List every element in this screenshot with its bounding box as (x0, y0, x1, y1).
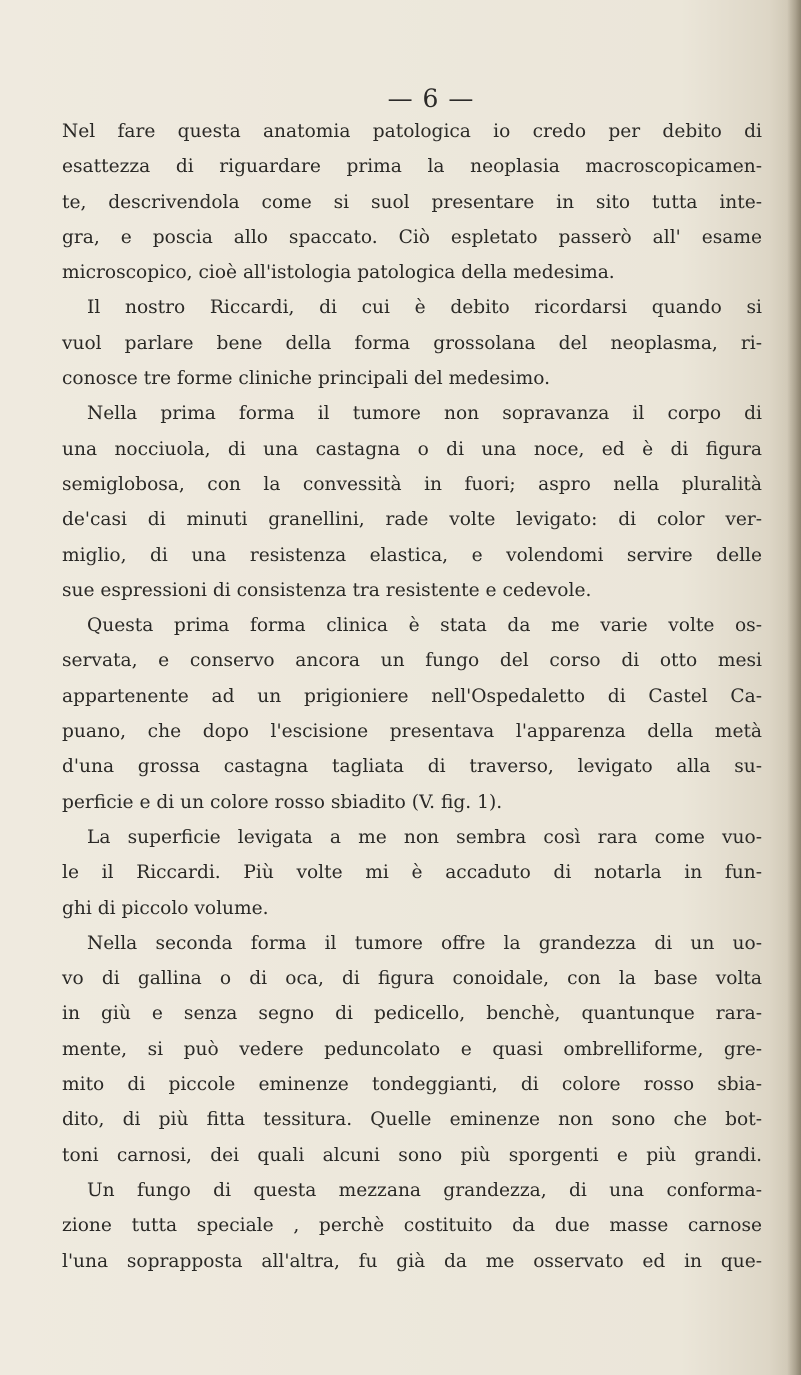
text-line: l'una soprapposta all'altra, fu già da me osservato ed in que- (62, 1250, 762, 1272)
text-line: Nel fare questa anatomia patologica io credo per debito di (62, 121, 762, 142)
text-line: puano, che dopo l'escisione presentava l'apparenza della metà (62, 721, 762, 743)
text-line: Un fungo di questa mezzana grandezza, di una conforma- (87, 1179, 762, 1201)
text-line: sue espressioni di consistenza tra resistente e cedevole. (62, 579, 592, 601)
text-line: toni carnosi, dei quali alcuni sono più sporgenti e più grandi. (62, 1144, 762, 1166)
text-line: mente, si può vedere peduncolato e quasi ombrelliforme, gre- (62, 1038, 762, 1060)
text-line: vuol parlare bene della forma grossolana del neoplasma, ri- (62, 332, 762, 354)
text-line: mito di piccole eminenze tondeggianti, di colore rosso sbia- (62, 1074, 762, 1096)
body-text (62, 114, 762, 1279)
text-line: le il Riccardi. Più volte mi è accaduto di notarla in fun- (62, 862, 762, 884)
text-line: microscopico, cioè all'istologia patologica della medesima. (62, 262, 615, 284)
text-line: vo di gallina o di oca, di figura conoidale, con la base volta (62, 968, 762, 990)
text-line: Nella prima forma il tumore non sopravanza il corpo di (87, 403, 762, 425)
text-line: in giù e senza segno di pedicello, benchè, quantunque rara- (62, 1003, 762, 1025)
text-line: gra, e poscia allo spaccato. Ciò espletato passerò all' esame (62, 226, 762, 248)
text-line: Il nostro Riccardi, di cui è debito ricordarsi quando si (87, 297, 762, 319)
text-line: servata, e conservo ancora un fungo del corso di otto mesi (62, 650, 762, 672)
text-line: perficie e di un colore rosso sbiadito (V. fig. 1). (62, 791, 503, 813)
text-line: esattezza di riguardare prima la neoplasia macroscopicamen- (62, 156, 762, 178)
text-line: d'una grossa castagna tagliata di traverso, levigato alla su- (62, 756, 762, 778)
page-number: — 6 — (387, 84, 475, 113)
text-line: semiglobosa, con la convessità in fuori; aspro nella pluralità (62, 473, 762, 495)
text-line: Questa prima forma clinica è stata da me varie volte os- (87, 615, 762, 637)
text-line: una nocciuola, di una castagna o di una noce, ed è di figura (62, 438, 762, 460)
text-line: de'casi di minuti granellini, rade volte levigato: di color ver- (62, 509, 762, 531)
text-line: appartenente ad un prigioniere nell'Ospedaletto di Castel Ca- (62, 685, 762, 707)
text-line: te, descrivendola come si suol presentare in sito tutta inte- (62, 191, 762, 213)
page-edge-shadow (787, 0, 801, 1375)
text-line: dito, di più fitta tessitura. Quelle eminenze non sono che bot- (62, 1109, 762, 1131)
text-line: conosce tre forme cliniche principali del medesimo. (62, 368, 551, 390)
text-line: miglio, di una resistenza elastica, e volendomi servire delle (62, 544, 762, 566)
text-line: ghi di piccolo volume. (62, 897, 269, 919)
text-line: Nella seconda forma il tumore offre la grandezza di un uo- (87, 932, 762, 954)
text-line: La superficie levigata a me non sembra così rara come vuo- (87, 826, 762, 848)
text-line: zione tutta speciale , perchè costituito da due masse carnose (62, 1215, 762, 1237)
